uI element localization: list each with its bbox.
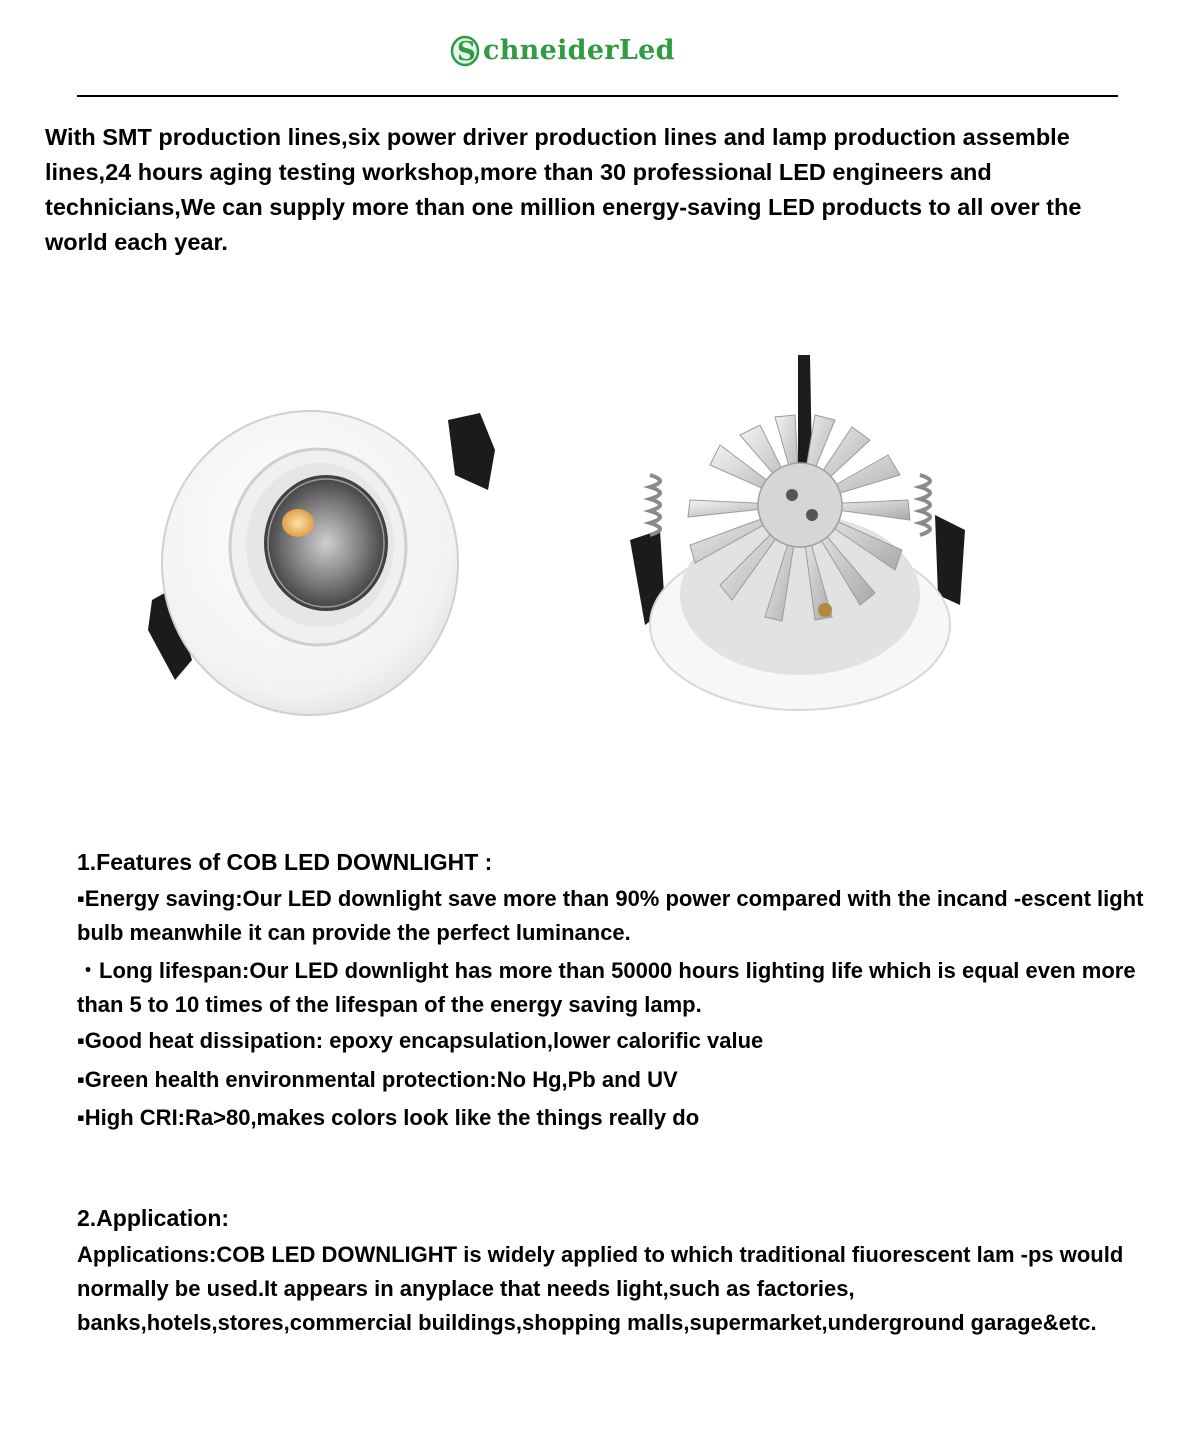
downlight-front-photo (130, 395, 510, 735)
features-heading: 1.Features of COB LED DOWNLIGHT : (77, 849, 493, 875)
svg-text:S: S (457, 37, 476, 67)
brand-logo (450, 28, 675, 72)
feature-item-energy-saving: ▪Energy saving:Our LED downlight save more than 90% power compared with the incand -escent light bulb meanwhile it can provide the perfect luminance. (77, 886, 1144, 945)
feature-item-green-health: ▪Green health environmental protection:No Hg,Pb and UV (77, 1067, 678, 1092)
application-heading: 2.Application: (77, 1205, 230, 1231)
logo-swoosh-icon (450, 32, 482, 68)
logo-wordmark: chneiderLed (483, 34, 675, 66)
feature-item-high-cri: ▪High CRI:Ra>80,makes colors look like the things really do (77, 1105, 700, 1130)
feature-item-long-lifespan: ・Long lifespan:Our LED downlight has more than 50000 hours lighting life which is equal even more than 5 to 10 times of the lifespan of the energy saving lamp. (77, 958, 1136, 1017)
feature-item-heat-dissipation: ▪Good heat dissipation: epoxy encapsulation,lower calorific value (77, 1028, 764, 1053)
header-divider (77, 95, 1118, 97)
downlight-back-photo (620, 355, 980, 730)
intro-paragraph: With SMT production lines,six power driver production lines and lamp production assemble lines,24 hours aging testing workshop,more than 30 professional LED engineers and technicians,We can supply more than one million energy-saving LED products to all over the world each year. (45, 124, 1082, 255)
application-paragraph: Applications:COB LED DOWNLIGHT is widely applied to which traditional fiuorescent lam -ps would normally be used.It appears in anyplace that needs light,such as factories, banks,hotels,stores,commercial buildings,shopping malls,supermarket,underground garage&etc. (77, 1242, 1124, 1335)
